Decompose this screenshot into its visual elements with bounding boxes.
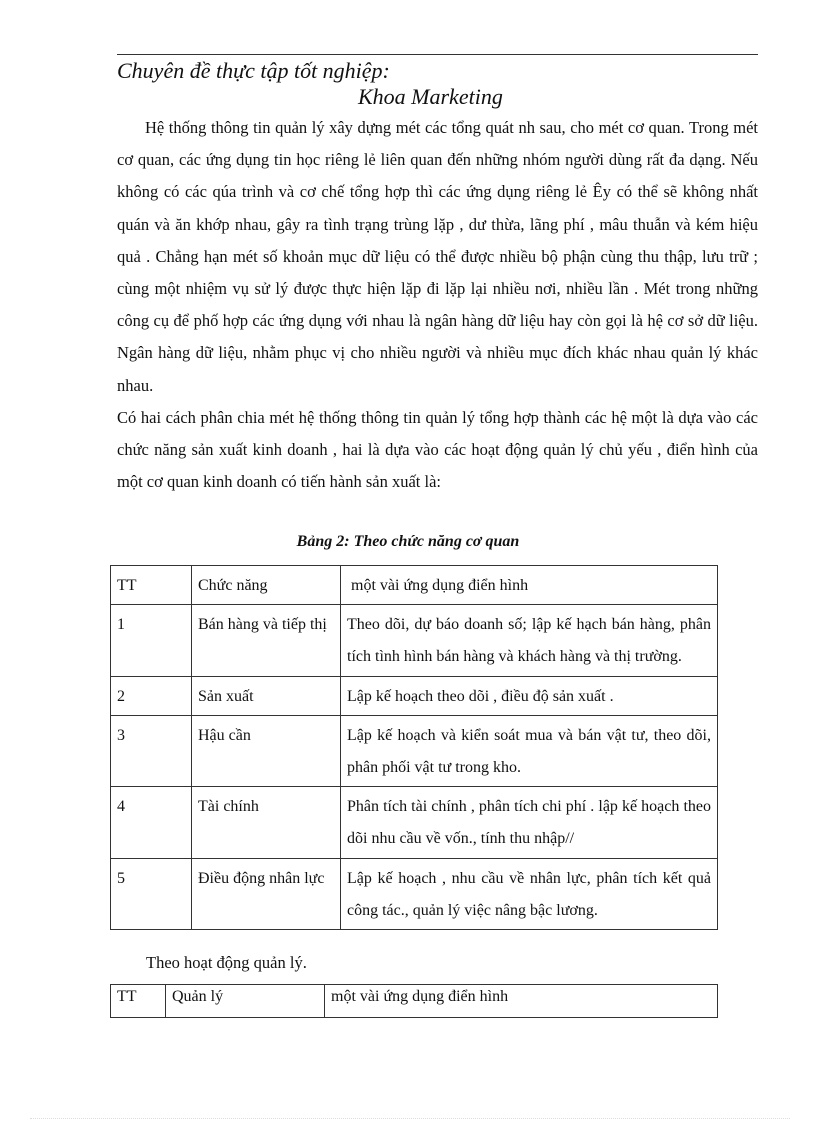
header-cell-applications: một vài ứng dụng điển hình [325,985,718,1018]
header-cell-tt: TT [111,985,166,1018]
management-table [110,984,718,1018]
paragraph-1: Hệ thống thông tin quản lý xây dựng mét các tổng quát nh sau, cho mét cơ quan. Trong mét cơ quan, các ứng dụng tin học riêng lẻ liên quan đến những nhóm người dùng rất đa dạng. Nếu không có các qúa trình và cơ chế tổng hợp thì các ứng dụng riêng lẻ Êy có thể sẽ không nhất quán và ăn khớp nhau, gây ra tình trạng trùng lặp , dư thừa, lãng phí , mâu thuẫn và kém hiệu quả . Chẳng hạn mét số khoản mục dữ liệu có thể được nhiều bộ phận cùng thu thập, lưu trữ ; cùng một nhiệm vụ sử lý được thực hiện lặp đi lặp lại nhiều nơi, nhiều lần . Mét trong những công cụ để phố hợp các ứng dụng với nhau là ngân hàng dữ liệu hay còn gọi là hệ cơ sở dữ liệu. Ngân hàng dữ liệu, nhằm phục vị cho nhiều người và nhiều mục đích khác nhau quản lý khác nhau. [117,118,758,395]
cell-tt: 4 [111,787,192,858]
functions-table [110,565,718,930]
cell-tt: 3 [111,715,192,786]
cell-function: Sản xuất [192,676,341,715]
header-cell-tt: TT [111,566,192,605]
table-header-row [111,985,718,1018]
header-cell-applications: một vài ứng dụng điển hình [341,566,718,605]
cell-applications: Lập kế hoạch theo dõi , điều độ sản xuất . [341,676,718,715]
cell-applications: Phân tích tài chính , phân tích chi phí . lập kế hoạch theo dõi nhu cầu về vốn., tính thu nhập// [341,787,718,858]
cell-function: Điều động nhân lực [192,858,341,929]
header-rule [117,54,758,55]
body-text [117,112,758,498]
header-cell-function: Chức năng [192,566,341,605]
cell-tt: 2 [111,676,192,715]
table-row [111,676,718,715]
cell-applications: Lập kế hoạch và kiển soát mua và bán vật tư, theo dõi, phân phối vật tư trong kho. [341,715,718,786]
cell-function: Bán hàng và tiếp thị [192,605,341,676]
document-title: Chuyên đề thực tập tốt nghiệp: [117,58,390,83]
cell-tt: 1 [111,605,192,676]
paragraph-2: Có hai cách phân chia mét hệ thống thông tin quản lý tổng hợp thành các hệ một là dựa vào các chức năng sản xuất kinh doanh , hai là dựa vào các hoạt động quản lý chủ yếu , điển hình của một cơ quan kinh doanh có tiến hành sản xuất là: [117,407,758,492]
cell-applications: Theo dõi, dự báo doanh số; lập kế hạch bán hàng, phân tích tình hình bán hàng và khách hàng và thị trường. [341,605,718,676]
section2-label: Theo hoạt động quản lý. [146,953,307,972]
cell-tt: 5 [111,858,192,929]
table-row [111,715,718,786]
cell-applications: Lập kế hoạch , nhu cầu về nhân lực, phân tích kết quả công tác., quản lý việc nâng bậc lương. [341,858,718,929]
table1-caption: Bảng 2: Theo chức năng cơ quan [296,533,520,550]
table-row [111,605,718,676]
cell-function: Tài chính [192,787,341,858]
header-cell-management: Quản lý [166,985,325,1018]
table-row [111,858,718,929]
table-row [111,787,718,858]
cell-function: Hậu cần [192,715,341,786]
table-header-row [111,566,718,605]
document-subtitle: Khoa Marketing [358,84,503,109]
page-bottom-line [30,1118,790,1119]
